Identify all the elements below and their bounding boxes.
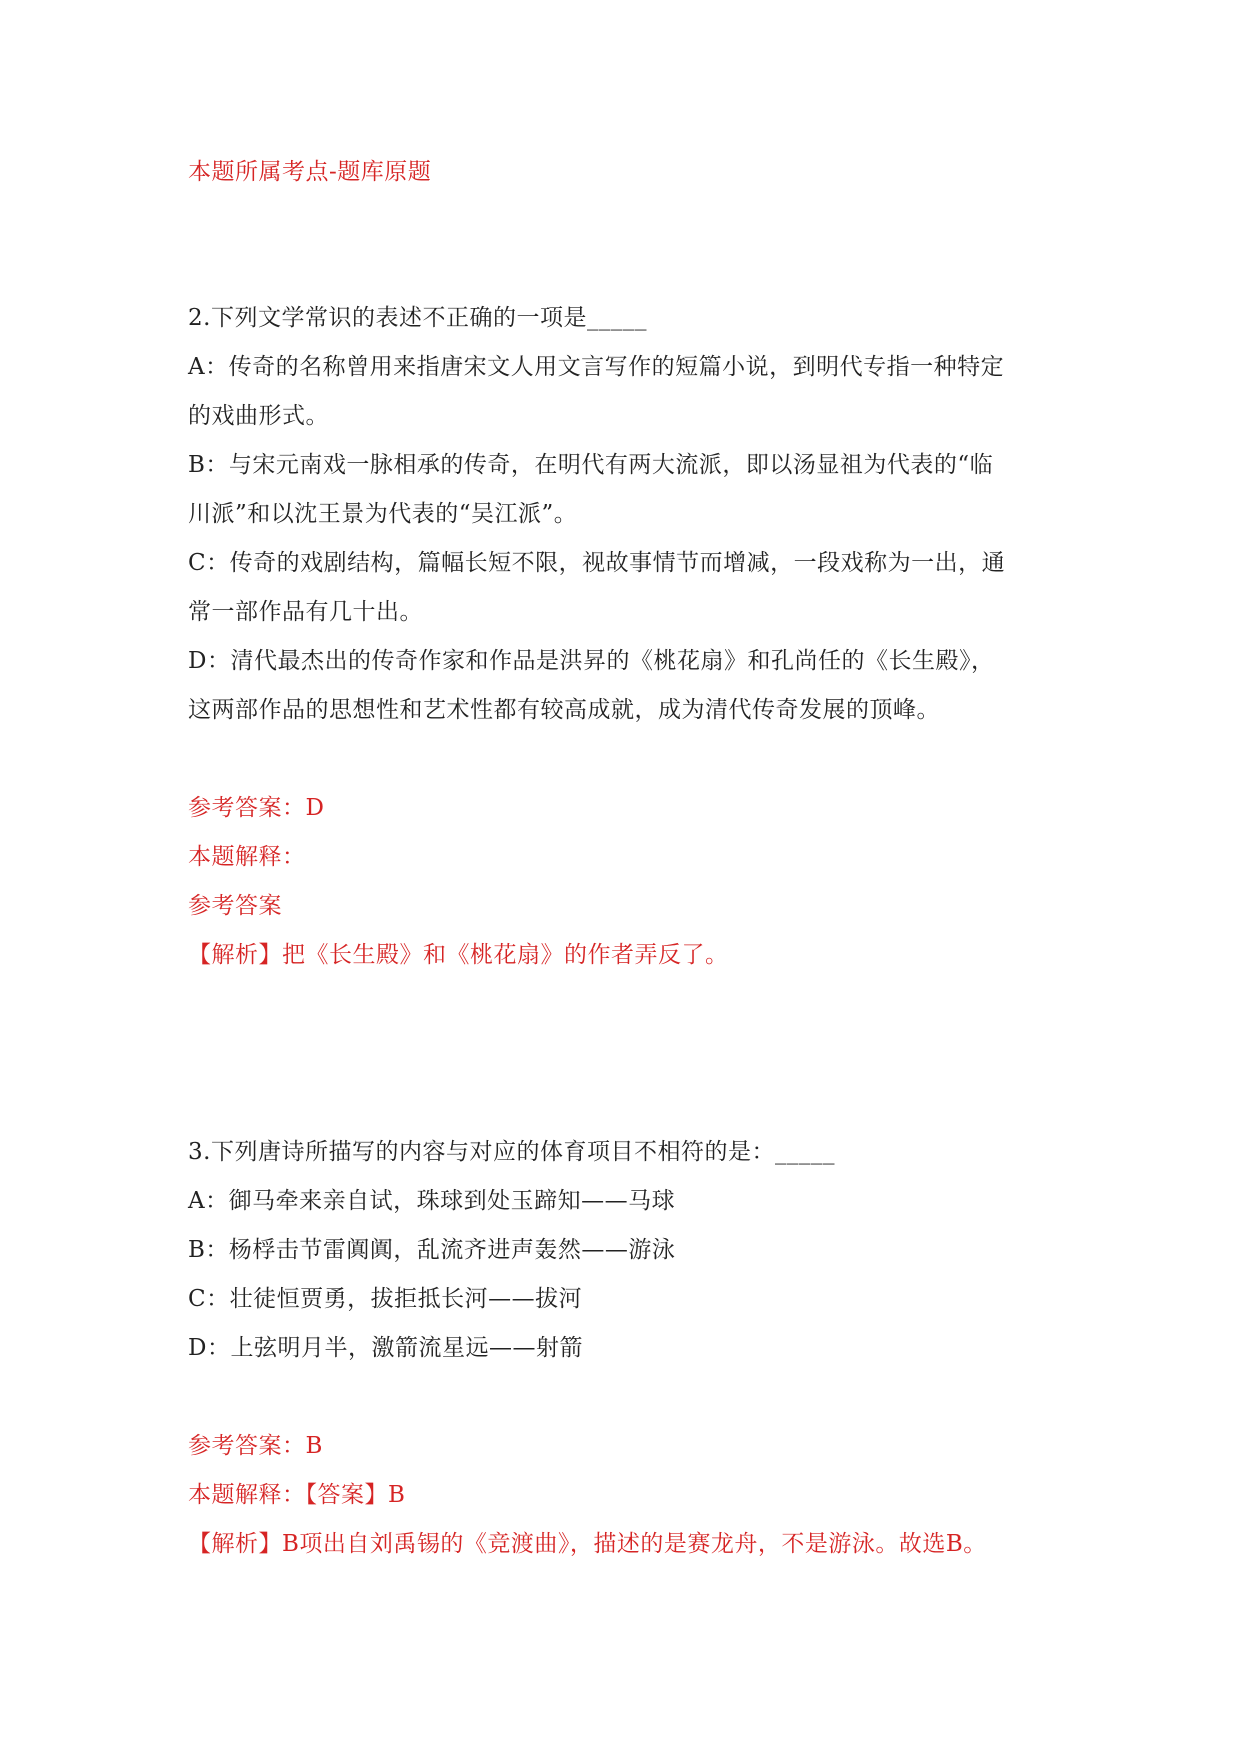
question-3-option-c: C：壮徒恒贾勇，拔拒抵长河——拔河 xyxy=(188,1286,583,1312)
question-2-stem: 2.下列文学常识的表述不正确的一项是_____ xyxy=(188,305,647,331)
question-2-analysis: 【解析】把《长生殿》和《桃花扇》的作者弄反了。 xyxy=(188,942,729,968)
question-3-analysis: 【解析】B项出自刘禹锡的《竞渡曲》，描述的是赛龙舟，不是游泳。故选B。 xyxy=(188,1531,987,1557)
question-3-option-a: A：御马牵来亲自试，珠球到处玉蹄知——马球 xyxy=(188,1188,676,1214)
question-2-option-d-line2: 这两部作品的思想性和艺术性都有较高成就，成为清代传奇发展的顶峰。 xyxy=(188,697,940,723)
question-2-reference-label: 参考答案 xyxy=(188,893,282,919)
question-3-option-b: B：杨桴击节雷阗阗，乱流齐进声轰然——游泳 xyxy=(188,1237,676,1263)
question-2-option-b-line2: 川派”和以沈王景为代表的“吴江派”。 xyxy=(188,501,578,527)
question-3-answer: 参考答案：B xyxy=(188,1433,323,1459)
header-note: 本题所属考点-题库原题 xyxy=(188,159,432,185)
question-2-option-a-line1: A：传奇的名称曾用来指唐宋文人用文言写作的短篇小说，到明代专指一种特定 xyxy=(188,354,1005,380)
question-2-answer: 参考答案：D xyxy=(188,795,325,821)
question-2-option-d-line1: D：清代最杰出的传奇作家和作品是洪昇的《桃花扇》和孔尚任的《长生殿》， xyxy=(188,648,995,674)
question-2-option-a-line2: 的戏曲形式。 xyxy=(188,403,329,429)
question-2-option-c-line1: C：传奇的戏剧结构，篇幅长短不限，视故事情节而增减，一段戏称为一出，通 xyxy=(188,550,1006,576)
question-3-explanation: 本题解释：【答案】B xyxy=(188,1482,406,1508)
question-3-option-d: D：上弦明月半，激箭流星远——射箭 xyxy=(188,1335,583,1361)
question-2-option-b-line1: B：与宋元南戏一脉相承的传奇，在明代有两大流派，即以汤显祖为代表的“临 xyxy=(188,452,994,478)
question-2-explanation-label: 本题解释： xyxy=(188,844,306,870)
question-3-stem: 3.下列唐诗所描写的内容与对应的体育项目不相符的是：_____ xyxy=(188,1139,835,1165)
question-2-option-c-line2: 常一部作品有几十出。 xyxy=(188,599,423,625)
